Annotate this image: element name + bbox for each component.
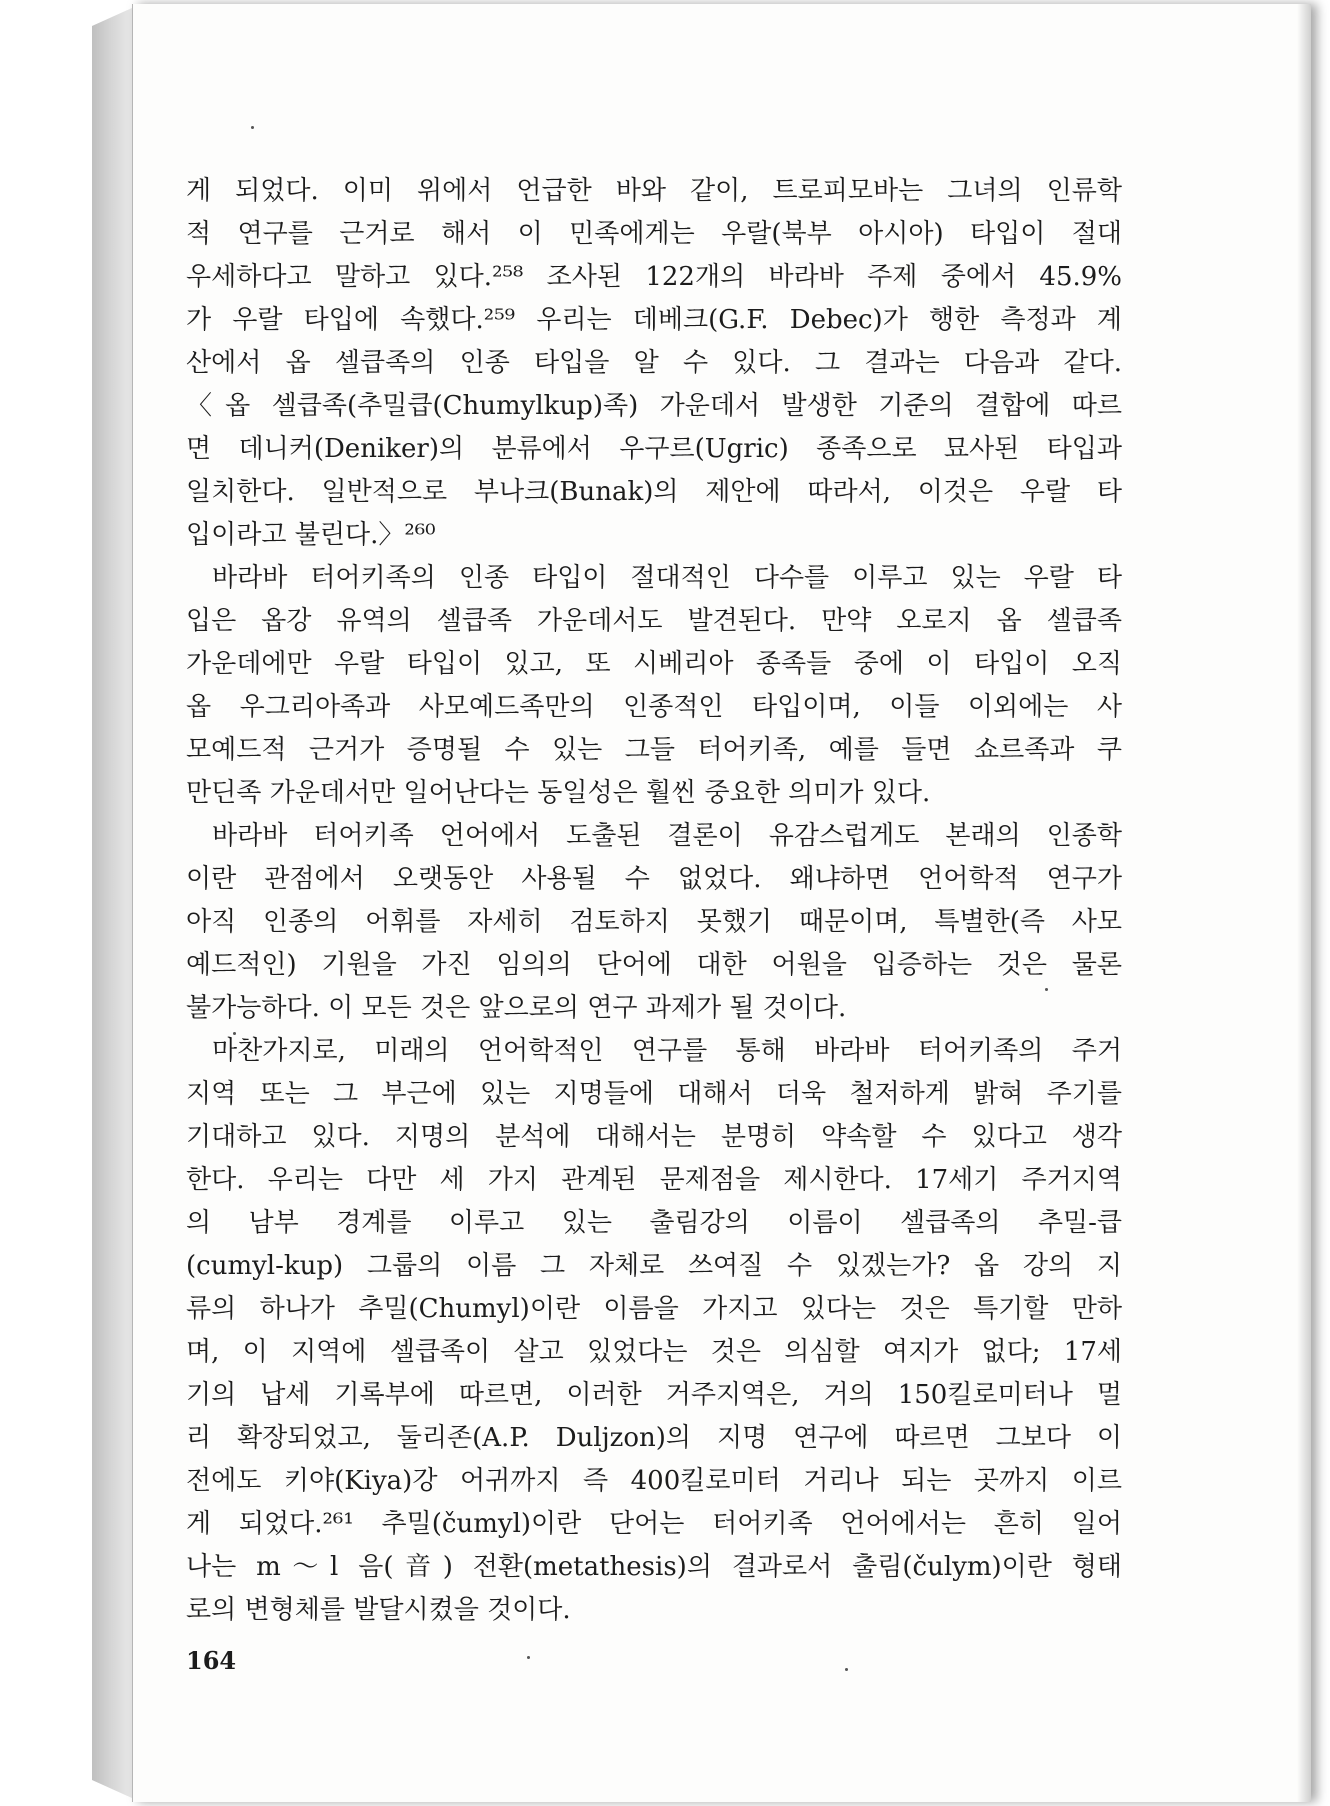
text-line: 바라바 터어키족 언어에서 도출된 결론이 유감스럽게도 본래의 인종학 [212, 821, 1122, 851]
text-line: (cumyl-kup) 그룹의 이름 그 자체로 쓰여질 수 있겠는가? 옵 강의 지 [186, 1251, 1122, 1281]
text-line: 류의 하나가 추밀(Chumyl)이란 이름을 가지고 있다는 것은 특기할 만하 [186, 1294, 1122, 1324]
text-line: 모예드적 근거가 증명될 수 있는 그들 터어키족, 예를 들면 쇼르족과 쿠 [186, 735, 1122, 765]
text-line: 나는 m～l 음(音) 전환(metathesis)의 결과로서 출림(čulym)이란 형태 [186, 1552, 1122, 1582]
text-line: 면 데니커(Deniker)의 분류에서 우구르(Ugric) 종족으로 묘사된 타입과 [186, 434, 1122, 464]
text-line: 게 되었다.²⁶¹ 추밀(čumyl)이란 단어는 터어키족 언어에서는 흔히 일어 [186, 1509, 1122, 1539]
text-line: 〈옵 셀큽족(추밀큽(Chumylkup)족) 가운데서 발생한 기준의 결합에 따르 [186, 391, 1122, 421]
text-line: 산에서 옵 셀큽족의 인종 타입을 알 수 있다. 그 결과는 다음과 같다. [186, 348, 1122, 378]
text-line: 전에도 키야(Kiya)강 어귀까지 즉 400킬로미터 거리나 되는 곳까지 이르 [186, 1466, 1122, 1496]
text-line: 로의 변형체를 발달시켰을 것이다. [186, 1595, 571, 1625]
book-page-edge [92, 8, 132, 1798]
text-line: 가운데에만 우랄 타입이 있고, 또 시베리아 종족들 중에 이 타입이 오직 [186, 649, 1122, 679]
text-line: 며, 이 지역에 셀큽족이 살고 있었다는 것은 의심할 여지가 없다; 17세 [186, 1337, 1122, 1367]
text-line: 불가능하다. 이 모든 것은 앞으로의 연구 과제가 될 것이다. [186, 993, 847, 1023]
text-line: 기의 납세 기록부에 따르면, 이러한 거주지역은, 거의 150킬로미터나 멀 [186, 1380, 1122, 1410]
text-line: 기대하고 있다. 지명의 분석에 대해서는 분명히 약속할 수 있다고 생각 [186, 1122, 1122, 1152]
text-line: 리 확장되었고, 둘리존(A.P. Duljzon)의 지명 연구에 따르면 그보다 이 [186, 1423, 1122, 1453]
print-speck [251, 126, 254, 129]
text-line: 적 연구를 근거로 해서 이 민족에게는 우랄(북부 아시아) 타입이 절대 [186, 219, 1122, 249]
text-line: 입은 옵강 유역의 셀큽족 가운데서도 발견된다. 만약 오로지 옵 셀큽족 [186, 606, 1122, 636]
print-speck [527, 1656, 530, 1659]
text-line: 입이라고 불린다.〉²⁶⁰ [186, 520, 436, 550]
page-number: 164 [186, 1646, 237, 1675]
text-line: 마찬가지로, 미래의 언어학적인 연구를 통해 바라바 터어키족의 주거 [212, 1036, 1122, 1066]
text-line: 의 남부 경계를 이루고 있는 출림강의 이름이 셀큽족의 추밀-큽 [186, 1208, 1122, 1238]
text-line: 만딘족 가운데서만 일어난다는 동일성은 훨씬 중요한 의미가 있다. [186, 778, 931, 808]
text-line: 옵 우그리아족과 사모예드족만의 인종적인 타입이며, 이들 이외에는 사 [186, 692, 1122, 722]
page-gutter-shadow [1297, 4, 1311, 1802]
text-line: 지역 또는 그 부근에 있는 지명들에 대해서 더욱 철저하게 밝혀 주기를 [186, 1079, 1122, 1109]
text-line: 이란 관점에서 오랫동안 사용될 수 없었다. 왜냐하면 언어학적 연구가 [186, 864, 1122, 894]
text-line: 가 우랄 타입에 속했다.²⁵⁹ 우리는 데베크(G.F. Debec)가 행한 측정과 계 [186, 305, 1122, 335]
print-speck [845, 1668, 848, 1671]
text-line: 게 되었다. 이미 위에서 언급한 바와 같이, 트로피모바는 그녀의 인류학 [186, 176, 1122, 206]
body-text [186, 170, 1122, 1632]
text-line: 우세하다고 말하고 있다.²⁵⁸ 조사된 122개의 바라바 주제 중에서 45.9% [186, 262, 1122, 292]
text-line: 아직 인종의 어휘를 자세히 검토하지 못했기 때문이며, 특별한(즉 사모 [186, 907, 1122, 937]
text-line: 예드적인) 기원을 가진 임의의 단어에 대한 어원을 입증하는 것은 물론 [186, 950, 1122, 980]
text-line: 일치한다. 일반적으로 부나크(Bunak)의 제안에 따라서, 이것은 우랄 타 [186, 477, 1122, 507]
text-line: 한다. 우리는 다만 세 가지 관계된 문제점을 제시한다. 17세기 주거지역 [186, 1165, 1122, 1195]
text-line: 바라바 터어키족의 인종 타입이 절대적인 다수를 이루고 있는 우랄 타 [212, 563, 1122, 593]
